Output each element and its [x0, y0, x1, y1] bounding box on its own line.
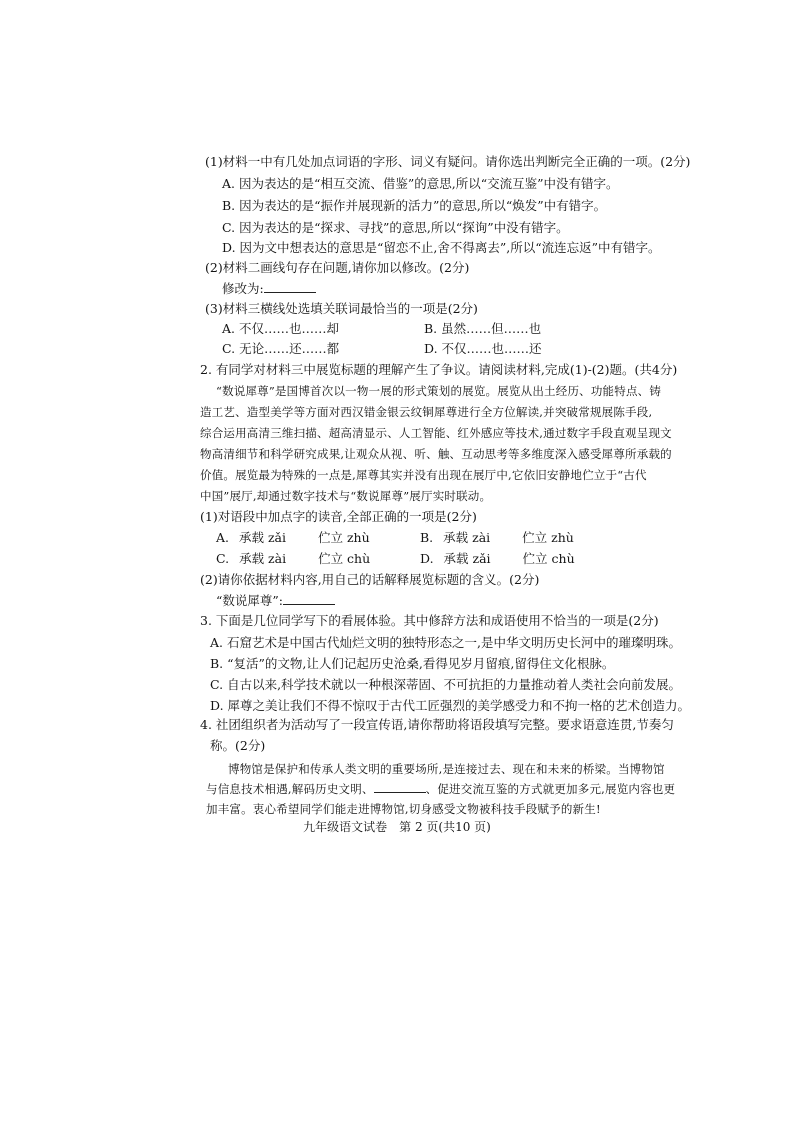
q2-passage-line: 综合运用高清三维扫描、超高清显示、人工智能、红外感应等技术,通过数字手段直观呈现文 — [200, 426, 672, 440]
q2-sub1-option-c: C. 承载 zài 伫立 chù — [216, 551, 371, 566]
q1-sub1-option-d: D. 因为文中想表达的意思是“留恋不止,舍不得离去”,所以“流连忘返”中有错字。 — [222, 240, 661, 255]
q1-sub3-option-a: A. 不仅……也……却 — [222, 321, 339, 336]
q3-option-d: D. 犀尊之美让我们不得不惊叹于古代工匠强烈的美学感受力和不拘一格的艺术创造力。 — [210, 698, 691, 713]
answer-label: 修改为: — [222, 281, 264, 296]
q2-passage-line: 物高清细节和科学研究成果,让观众从视、听、触、互动思考等多维度深入感受犀尊所承载的 — [200, 447, 672, 461]
q3-option-a: A. 石窟艺术是中国古代灿烂文明的独特形态之一,是中华文明历史长河中的璀璨明珠。 — [210, 635, 681, 650]
q2-sub1-stem: (1)对语段中加点字的读音,全部正确的一项是(2分) — [200, 509, 477, 524]
q1-sub1-stem: (1)材料一中有几处加点词语的字形、词义有疑问。请你选出判断完全正确的一项。(2分) — [205, 154, 691, 169]
q4-passage-line-blank: 与信息技术相遇,解码历史文明、 、促进交流互鉴的方式就更加多元,展览内容也更 — [206, 782, 676, 796]
q1-sub3-option-b: B. 虽然……但……也 — [424, 321, 542, 336]
q3-option-c: C. 自古以来,科学技术就以一种根深蒂固、不可抗拒的力量推动着人类社会向前发展。 — [210, 677, 682, 692]
q2-sub1-option-b: B. 承载 zài 伫立 zhù — [420, 530, 574, 545]
answer-blank — [374, 780, 426, 793]
q1-sub1-option-b: B. 因为表达的是“振作并展现新的活力”的意思,所以“焕发”中有错字。 — [222, 198, 607, 213]
q1-sub1-option-a: A. 因为表达的是“相互交流、借鉴”的意思,所以“交流互鉴”中没有错字。 — [222, 176, 619, 191]
answer-blank — [264, 280, 316, 293]
q4-stem-cont: 称。(2分) — [210, 738, 266, 753]
q2-passage-line: 中国”展厅,却通过数字技术与“数说犀尊”展厅实时联动。 — [200, 489, 492, 503]
answer-blank — [283, 592, 335, 605]
q2-sub1-option-d: D. 承载 zǎi 伫立 chù — [420, 551, 575, 566]
q4-stem: 4. 社团组织者为活动写了一段宣传语,请你帮助将语段填写完整。要求语意连贯,节奏匀 — [200, 717, 674, 732]
q1-sub2-answer-line — [222, 280, 316, 298]
q2-sub2-answer-line — [216, 592, 335, 610]
q1-sub2-stem: (2)材料二画线句存在问题,请你加以修改。(2分) — [205, 260, 470, 275]
q2-passage-line: 价值。展览最为特殊的一点是,犀尊其实并没有出现在展厅中,它依旧安静地伫立于“古代 — [200, 468, 647, 482]
q3-option-b: B. “复活”的文物,让人们记起历史沧桑,看得见岁月留痕,留得住文化根脉。 — [210, 656, 615, 671]
page-footer: 九年级语文试卷 第 2 页(共10 页) — [303, 820, 491, 834]
q4-passage-line: 加丰富。衷心希望同学们能走进博物馆,切身感受文物被科技手段赋予的新生! — [206, 802, 601, 816]
q2-stem: 2. 有同学对材料三中展览标题的理解产生了争议。请阅读材料,完成(1)-(2)题。(共4分) — [200, 362, 678, 377]
q1-sub3-stem: (3)材料三横线处选填关联词最恰当的一项是(2分) — [205, 301, 478, 316]
q2-passage-line: 造工艺、造型美学等方面对西汉错金银云纹铜犀尊进行全方位解读,并突破常规展陈手段, — [200, 405, 653, 419]
q1-sub3-option-d: D. 不仅……也……还 — [424, 341, 542, 356]
answer-label: “数说犀尊”: — [216, 593, 283, 608]
q2-passage-line: “数说犀尊”是国博首次以一物一展的形式策划的展览。展览从出土经历、功能特点、铸 — [216, 384, 662, 398]
q3-stem: 3. 下面是几位同学写下的看展体验。其中修辞方法和成语使用不恰当的一项是(2分) — [200, 613, 659, 628]
q4-passage-line: 博物馆是保护和传承人类文明的重要场所,是连接过去、现在和未来的桥梁。当博物馆 — [228, 762, 665, 776]
q2-sub2-stem: (2)请你依据材料内容,用自己的话解释展览标题的含义。(2分) — [200, 572, 540, 587]
q1-sub1-option-c: C. 因为表达的是“探求、寻找”的意思,所以“探询”中没有错字。 — [222, 220, 569, 235]
q2-sub1-option-a: A. 承载 zǎi 伫立 zhù — [216, 530, 370, 545]
q1-sub3-option-c: C. 无论……还……都 — [222, 341, 340, 356]
